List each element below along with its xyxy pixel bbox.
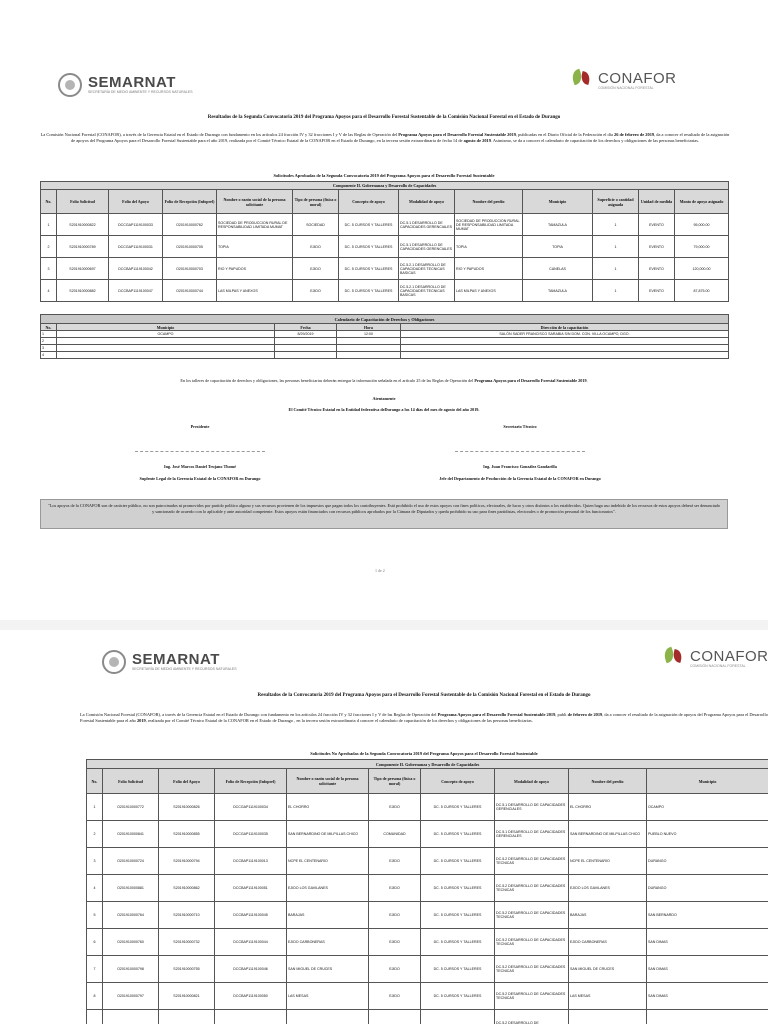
table-cell: S201910000822 — [57, 214, 109, 236]
table-cell: 2 — [87, 821, 103, 848]
table-cell: TOPIA — [523, 236, 593, 258]
table-cell: DC. 5 CURSOS Y TALLERES — [339, 258, 399, 280]
table-cell: 1 — [87, 794, 103, 821]
table-cell: 3 — [87, 848, 103, 875]
approved-applications-table — [40, 181, 729, 302]
table-row — [87, 956, 768, 983]
column-header: Municipio — [647, 769, 768, 794]
table-cell: 6 — [87, 929, 103, 956]
table-cell: CANELAS — [523, 258, 593, 280]
table-cell: EJIDO — [369, 794, 421, 821]
table-row — [87, 875, 768, 902]
column-header: Folio de Recepción (Infoprel) — [163, 190, 217, 214]
secretary-name: Ing. Juan Francisco González Gandarilla — [483, 464, 557, 469]
table-cell: EJIDO — [369, 956, 421, 983]
table-cell: RIO Y PAPUDOS — [217, 258, 293, 280]
table-cell: S201910000710 — [159, 902, 215, 929]
table-cell: DC. 5 CURSOS Y TALLERES — [421, 902, 495, 929]
table-row — [87, 821, 768, 848]
table-row — [87, 983, 768, 1010]
table-cell: DC.5.2 DESARROLLO DE CAPACIDADES TECNICAS — [495, 875, 569, 902]
table-cell: LAS MILPAS Y ANEXOS — [455, 280, 523, 302]
table-cell: SALÓN SADER FRANCISCO SARABIA S/N DOM. CON. VILLA OCAMPO, DGO. — [401, 331, 729, 338]
table-cell: EJIDO — [293, 236, 339, 258]
table-cell: DC. 5 CURSOS Y TALLERES — [339, 280, 399, 302]
column-header: No. — [41, 324, 57, 331]
table-row — [87, 794, 768, 821]
column-header: No. — [87, 769, 103, 794]
column-header: Modalidad de apoyo — [399, 190, 455, 214]
table-cell: DC.5.1 DESARROLLO DE CAPACIDADES GERENCIALES — [399, 214, 455, 236]
column-header: Unidad de medida — [639, 190, 675, 214]
intro-paragraph: La Comisión Nacional Forestal (CONAFOR), a través de la Gerencia Estatal en el Estado de Durango con fundamento en los artículos 24 fracción IV y 32 fracciones I y V de las Reglas de Operación del Programa Apoyos para el Desarrollo Forestal Sustentable 2019, publi de febrero de 2019, da a conocer el resultado de la asignación de apoyos del Programa Apoyos para el Desarrollo Forestal Sustentable para el año 2019, realizada por el Comité Técnico Estatal de la CONAFOR en el Estado de Durango , en la tercera sesión extraordinaria d conocer el calendario de capacitación de los derechos y obligaciones de las personas beneficiarias. — [80, 712, 768, 724]
column-header: Concepto de apoyo — [339, 190, 399, 214]
table-cell: LAS MESAS — [287, 983, 369, 1010]
table-cell — [275, 345, 337, 352]
table-cell: 8/29/2019 — [275, 331, 337, 338]
table-cell: DC. 5 CURSOS Y TALLERES — [421, 794, 495, 821]
table-row — [41, 331, 729, 338]
table-cell: SOCIEDAD DE PRODUCCION RURAL DE RESPONSABILIDAD LIMITADA MUMAT — [455, 214, 523, 236]
table-cell: O201910000760 — [103, 929, 159, 956]
table-cell: DC.5.1 DESARROLLO DE CAPACIDADES GERENCIALES — [495, 821, 569, 848]
table-cell: O201910000797 — [103, 983, 159, 1010]
table-cell: EJIDO LOS GAVILANES — [287, 875, 369, 902]
table-cell — [337, 352, 401, 359]
conafor-leaf-icon — [570, 68, 594, 92]
table-cell: DURANGO — [647, 848, 768, 875]
table-cell: EJIDO LOS GAVILANES — [569, 875, 647, 902]
table-cell: OCAMPO — [57, 331, 275, 338]
table-row — [87, 929, 768, 956]
table-cell: RIO Y PAPUDOS — [455, 258, 523, 280]
table-cell: BARAJAS — [287, 902, 369, 929]
table-cell: DCCBAP1119100046 — [215, 956, 287, 983]
table-cell: DC. 5 CURSOS Y TALLERES — [421, 875, 495, 902]
column-header: Nombre o razón social de la persona solicitante — [217, 190, 293, 214]
column-header: Folio Solicitud — [57, 190, 109, 214]
table-cell: DC.5.2 DESARROLLO DE — [495, 1010, 569, 1024]
table-cell — [401, 338, 729, 345]
calendar-header-row — [41, 324, 729, 331]
secretary-signature-line — [455, 451, 585, 452]
table-cell: 4 — [41, 280, 57, 302]
table-cell: 3 — [41, 345, 57, 352]
secretary-label: Secretario Técnico — [503, 424, 537, 429]
table-cell: 12:00 — [337, 331, 401, 338]
table-cell: 2 — [41, 236, 57, 258]
table-cell: DC. 5 CURSOS Y TALLERES — [421, 821, 495, 848]
table-cell: S201910000697 — [57, 258, 109, 280]
president-role: Suplente Legal de la Gerencia Estatal de la CONAFOR en Durango — [139, 476, 261, 481]
table-cell: DC.5.2 DESARROLLO DE CAPACIDADES TECNICAS — [495, 902, 569, 929]
table-cell: 79,000.00 — [675, 236, 729, 258]
table-row — [41, 236, 729, 258]
table-cell — [57, 345, 275, 352]
table-cell: DCCGAP1119100033 — [109, 214, 163, 236]
column-header: Fecha — [275, 324, 337, 331]
table-cell: DCCBAP1119100050 — [215, 983, 287, 1010]
table-cell: 4 — [87, 875, 103, 902]
table-cell: DCCBAP1119100045 — [215, 902, 287, 929]
table-cell: S201910000755 — [159, 956, 215, 983]
table-cell: 1 — [593, 258, 639, 280]
table-cell — [159, 1010, 215, 1024]
table-cell: 3 — [41, 258, 57, 280]
table-cell — [87, 1010, 103, 1024]
conafor-subtitle: COMISIÓN NACIONAL FORESTAL — [598, 85, 654, 90]
page-title: Resultados de la Convocatoria 2019 del Programa Apoyos para el Desarrollo Forestal Sustentable de la Comisión Nacional Forestal en el Estado de Durango — [257, 693, 591, 698]
column-header: Nombre del predio — [455, 190, 523, 214]
table-cell: O201910000744 — [163, 280, 217, 302]
table-cell: LAS MILPAS Y ANEXOS — [217, 280, 293, 302]
column-header: Nombre o razón social de la persona solicitante — [287, 769, 369, 794]
column-header: Superficie o cantidad asignada — [593, 190, 639, 214]
table-cell: DC. 5 CURSOS Y TALLERES — [421, 956, 495, 983]
table-cell: S201910000855 — [159, 821, 215, 848]
conafor-wordmark: CONAFOR — [690, 647, 768, 665]
table-cell: PUEBLO NUEVO — [647, 821, 768, 848]
semarnat-subtitle: SECRETARÍA DE MEDIO AMBIENTE Y RECURSOS NATURALES — [132, 667, 237, 672]
table-row — [41, 338, 729, 345]
table-cell: SAN DIMAS — [647, 956, 768, 983]
conafor-logo — [570, 68, 677, 92]
table-cell: SAN MIGUEL DE CRUCES — [287, 956, 369, 983]
table-cell: O201910000798 — [103, 956, 159, 983]
table-cell: S201910000732 — [159, 929, 215, 956]
table-cell: SOCIEDAD — [293, 214, 339, 236]
table-cell: EJIDO — [369, 983, 421, 1010]
table-cell — [337, 345, 401, 352]
table-cell: DC.5.2 DESARROLLO DE CAPACIDADES TECNICAS — [495, 983, 569, 1010]
table-row — [41, 352, 729, 359]
table-cell: 1 — [41, 331, 57, 338]
table-cell: LAS MESAS — [569, 983, 647, 1010]
table-cell — [57, 338, 275, 345]
table-row — [41, 345, 729, 352]
table-cell: EL CHORRO — [569, 794, 647, 821]
table-cell — [401, 352, 729, 359]
column-header: Folio de Recepción (Infoprel) — [215, 769, 287, 794]
secretary-role: Jefe del Departamento de Producción de la Gerencia Estatal de la CONAFOR en Durango — [439, 476, 601, 481]
column-header: Folio Solicitud — [103, 769, 159, 794]
table-cell: O201910000881 — [103, 875, 159, 902]
table-cell: 8 — [87, 983, 103, 1010]
semarnat-wordmark: SEMARNAT — [88, 74, 176, 92]
table-row — [87, 902, 768, 929]
calendar-band: Calendario de Capacitación de Derechos y Obligaciones — [41, 315, 729, 324]
conafor-subtitle: COMISIÓN NACIONAL FORESTAL — [690, 663, 746, 668]
table-cell: 1 — [593, 236, 639, 258]
column-header: Monto de apoyo asignado — [675, 190, 729, 214]
table-cell: DC.5.1 DESARROLLO DE CAPACIDADES GERENCIALES — [495, 794, 569, 821]
component-band: Componente II. Gobernanza y Desarrollo de Capacidades — [87, 760, 768, 769]
document-page-2 — [0, 630, 768, 1024]
table-cell: EVENTO — [639, 258, 675, 280]
table-row — [87, 1010, 768, 1024]
table-cell: O201910000762 — [163, 214, 217, 236]
table-cell: 1 — [593, 214, 639, 236]
table-cell: 1 — [41, 214, 57, 236]
table-cell: S201910000794 — [159, 848, 215, 875]
semarnat-logo — [58, 73, 193, 97]
intro-paragraph: La Comisión Nacional Forestal (CONAFOR), a través de la Gerencia Estatal en el Estado de Durango con fundamento en los artículos 24 fracción IV y 32 fracciones I y V de las Reglas de Operación del Programa Apoyos para el Desarrollo Forestal Sustentable 2019, publicadas en el Diario Oficial de la Federación el día 26 de febrero de 2019, da a conocer el resultado de la asignación de apoyos del Programa Apoyos para el Desarrollo Forestal Sustentable para el año 2019, realizada por el Comité Técnico Estatal de la CONAFOR en el Estado de Durango, en la tercera sesión extraordinaria de fecha 14 de agosto de 2019. Asimismo, se da a conocer el calendario de capacitación de los derechos y obligaciones de las personas beneficiarias. — [40, 132, 730, 144]
table-cell: SAN BERNARDINO DE MILPILLAS CHICO — [569, 821, 647, 848]
table-cell: SOCIEDAD DE PRODUCCION RURAL DE RESPONSABILIDAD LIMITADA MUMAT — [217, 214, 293, 236]
table-cell — [275, 352, 337, 359]
table-cell: EVENTO — [639, 280, 675, 302]
table-cell: S201910000826 — [159, 794, 215, 821]
table-cell: TAMAZULA — [523, 280, 593, 302]
table-cell: NCPE EL CENTENARIO — [287, 848, 369, 875]
table-cell: 95,000.00 — [675, 214, 729, 236]
table-cell — [103, 1010, 159, 1024]
table-cell: DC. 5 CURSOS Y TALLERES — [421, 929, 495, 956]
column-header: Tipo de persona (física o moral) — [369, 769, 421, 794]
table-cell: SAN DIMAS — [647, 929, 768, 956]
column-header: Folio del Apoyo — [109, 190, 163, 214]
conafor-leaf-icon — [662, 646, 686, 670]
legal-disclaimer: "Los apoyos de la CONAFOR son de carácter público, no son patrocinados ni promovidos por partido político alguno y sus recursos provienen de los impuestos que pagan todos los contribuyentes. Está prohibido el uso de estos apoyos con fines políticos, electorales, de lucro y otros distintos a los establecidos. Quien haga uso indebido de los recursos de estos apoyos deberá ser denunciado y sancionado de acuerdo con lo aplicable y ante autoridad competente. Estos apoyos están financiados con recursos públicos aprobados por la Cámara de Diputados y queda prohibido su uso para fines partidistas, electorales o de promoción personal de los funcionarios". — [40, 499, 728, 529]
table-cell: EJIDO — [369, 848, 421, 875]
table-cell: OCAMPO — [647, 794, 768, 821]
table-cell: DC.5.2 DESARROLLO DE CAPACIDADES TECNICAS — [495, 848, 569, 875]
table-cell: DCCBAP1119100051 — [215, 875, 287, 902]
table-cell — [421, 1010, 495, 1024]
mexico-seal-icon — [58, 73, 82, 97]
table-cell — [57, 352, 275, 359]
table-cell: O201910000703 — [163, 258, 217, 280]
table-cell: EJIDO — [369, 902, 421, 929]
column-header: Municipio — [57, 324, 275, 331]
semarnat-logo — [102, 650, 237, 674]
table-cell: 4 — [41, 352, 57, 359]
rejected-applications-table — [86, 759, 768, 1024]
table-cell: 7 — [87, 956, 103, 983]
table-cell: O201910000841 — [103, 821, 159, 848]
table-cell — [401, 345, 729, 352]
semarnat-subtitle: SECRETARÍA DE MEDIO AMBIENTE Y RECURSOS NATURALES — [88, 90, 193, 95]
table-header-row — [87, 769, 768, 794]
table-cell: DC. 5 CURSOS Y TALLERES — [421, 848, 495, 875]
rejected-table-title: Solicitudes No Aprobadas de la Segunda Convocatoria 2019 del Programa Apoyos para el Desarrollo Forestal Sustentable — [310, 751, 538, 756]
column-header: Folio del Apoyo — [159, 769, 215, 794]
table-cell — [369, 1010, 421, 1024]
table-row — [41, 258, 729, 280]
table-cell: EJIDO — [369, 875, 421, 902]
table-cell: O201910000764 — [103, 902, 159, 929]
table-cell — [569, 1010, 647, 1024]
table-cell: EJIDO CARBONERAS — [287, 929, 369, 956]
column-header: Hora — [337, 324, 401, 331]
table-cell: S201910000862 — [159, 875, 215, 902]
table-cell: 2 — [41, 338, 57, 345]
table-cell — [647, 1010, 768, 1024]
table-cell: S201910000882 — [57, 280, 109, 302]
column-header: Concepto de apoyo — [421, 769, 495, 794]
table-cell: 1 — [593, 280, 639, 302]
table-cell: DC.5.2 DESARROLLO DE CAPACIDADES TECNICAS — [495, 956, 569, 983]
table-row — [41, 214, 729, 236]
table-cell — [337, 338, 401, 345]
table-header-row — [41, 190, 729, 214]
table-cell: TOPIA — [455, 236, 523, 258]
table-cell: DCCBAP1119100013 — [215, 848, 287, 875]
mexico-seal-icon — [102, 650, 126, 674]
semarnat-wordmark: SEMARNAT — [132, 651, 220, 669]
table-cell: EL CHORRO — [287, 794, 369, 821]
table-cell: 120,000.00 — [675, 258, 729, 280]
table-cell — [275, 338, 337, 345]
table-cell: DCCGAP1119100034 — [215, 794, 287, 821]
table-cell: S201910000789 — [57, 236, 109, 258]
table-cell: O201910000772 — [103, 794, 159, 821]
table-row — [87, 848, 768, 875]
table-cell: COMUNIDAD — [369, 821, 421, 848]
president-label: Presidente — [190, 424, 210, 429]
table-cell — [215, 1010, 287, 1024]
table-cell: DCCGAP1119100031 — [109, 236, 163, 258]
table-cell: SAN MIGUEL DE CRUCES — [569, 956, 647, 983]
column-header: Municipio — [523, 190, 593, 214]
table-cell: EJIDO — [293, 280, 339, 302]
table-cell: S201910000821 — [159, 983, 215, 1010]
table-cell: EVENTO — [639, 236, 675, 258]
table-cell: DC. 5 CURSOS Y TALLERES — [339, 214, 399, 236]
table-cell: DC. 5 CURSOS Y TALLERES — [339, 236, 399, 258]
table-cell: DCCBAP1119100044 — [215, 929, 287, 956]
component-band: Componente II. Gobernanza y Desarrollo de Capacidades — [41, 182, 729, 190]
table-cell: DC.5.2 DESARROLLO DE CAPACIDADES TECNICAS — [495, 929, 569, 956]
closing-text: Atentamente — [372, 396, 396, 401]
table-cell: SAN BERNARDO — [647, 902, 768, 929]
column-header: Modalidad de apoyo — [495, 769, 569, 794]
table-cell: TAMAZULA — [523, 214, 593, 236]
table-cell: DURANGO — [647, 875, 768, 902]
table-cell: 87,875.00 — [675, 280, 729, 302]
table-cell: EVENTO — [639, 214, 675, 236]
page-separator — [0, 620, 768, 630]
column-header: Tipo de persona (física o moral) — [293, 190, 339, 214]
training-calendar-table — [40, 314, 729, 359]
table-cell: 5 — [87, 902, 103, 929]
table-cell: EJIDO — [293, 258, 339, 280]
conafor-wordmark: CONAFOR — [598, 69, 677, 87]
committee-text: El Comité Técnico Estatal en la Entidad federativa deDurango a los 14 días del mes de agosto del año 2019. — [288, 407, 480, 412]
table-cell — [287, 1010, 369, 1024]
column-header: No. — [41, 190, 57, 214]
table-cell: NCPE EL CENTENARIO — [569, 848, 647, 875]
table-cell: EJIDO CARBONERAS — [569, 929, 647, 956]
table-cell: DC. 5 CURSOS Y TALLERES — [421, 983, 495, 1010]
table-cell: SAN DIMAS — [647, 983, 768, 1010]
table-cell: TOPIA — [217, 236, 293, 258]
calendar-note: En los talleres de capacitación de derechos y obligaciones, las personas beneficiarias deberán entregar la información señalada en el artículo 25 de las Reglas de Operación del Programa Apoyos para el Desarrollo Forestal Sustentable 2019. — [180, 378, 588, 383]
president-name: Ing. José Marcos Daniel Trujano Thomé — [163, 464, 237, 469]
table-cell: DCCBAP1119100042 — [109, 258, 163, 280]
table-cell: BARAJAS — [569, 902, 647, 929]
page-title: Resultados de la Segunda Convocatoria 2019 del Programa Apoyos para el Desarrollo Forestal Sustentable de la Comisión Nacional Forestal en el Estado de Durango — [207, 115, 561, 120]
table-row — [41, 280, 729, 302]
column-header: Nombre del predio — [569, 769, 647, 794]
table-cell: EJIDO — [369, 929, 421, 956]
conafor-logo — [662, 646, 768, 670]
table-cell: DCCBAP1119100047 — [109, 280, 163, 302]
table-cell: DC.5.2.1 DESARROLLO DE CAPACIDADES TECNICAS BASICAS — [399, 258, 455, 280]
table-cell: DC.5.1 DESARROLLO DE CAPACIDADES GERENCIALES — [399, 236, 455, 258]
page-number: 1 de 2 — [375, 568, 385, 573]
approved-table-title: Solicitudes Aprobadas de la Segunda Convocatoria 2019 del Programa Apoyos para el Desarrollo Forestal Sustentable — [273, 173, 495, 178]
table-cell: DC.5.2.1 DESARROLLO DE CAPACIDADES TECNICAS BASICAS — [399, 280, 455, 302]
table-cell: DCCGAP1119100035 — [215, 821, 287, 848]
table-cell: SAN BERNARDINO DE MILPILLAS CHICO — [287, 821, 369, 848]
president-signature-line — [135, 451, 265, 452]
column-header: Dirección de la capacitación — [401, 324, 729, 331]
table-cell: O201910000724 — [103, 848, 159, 875]
table-cell: O201910000705 — [163, 236, 217, 258]
